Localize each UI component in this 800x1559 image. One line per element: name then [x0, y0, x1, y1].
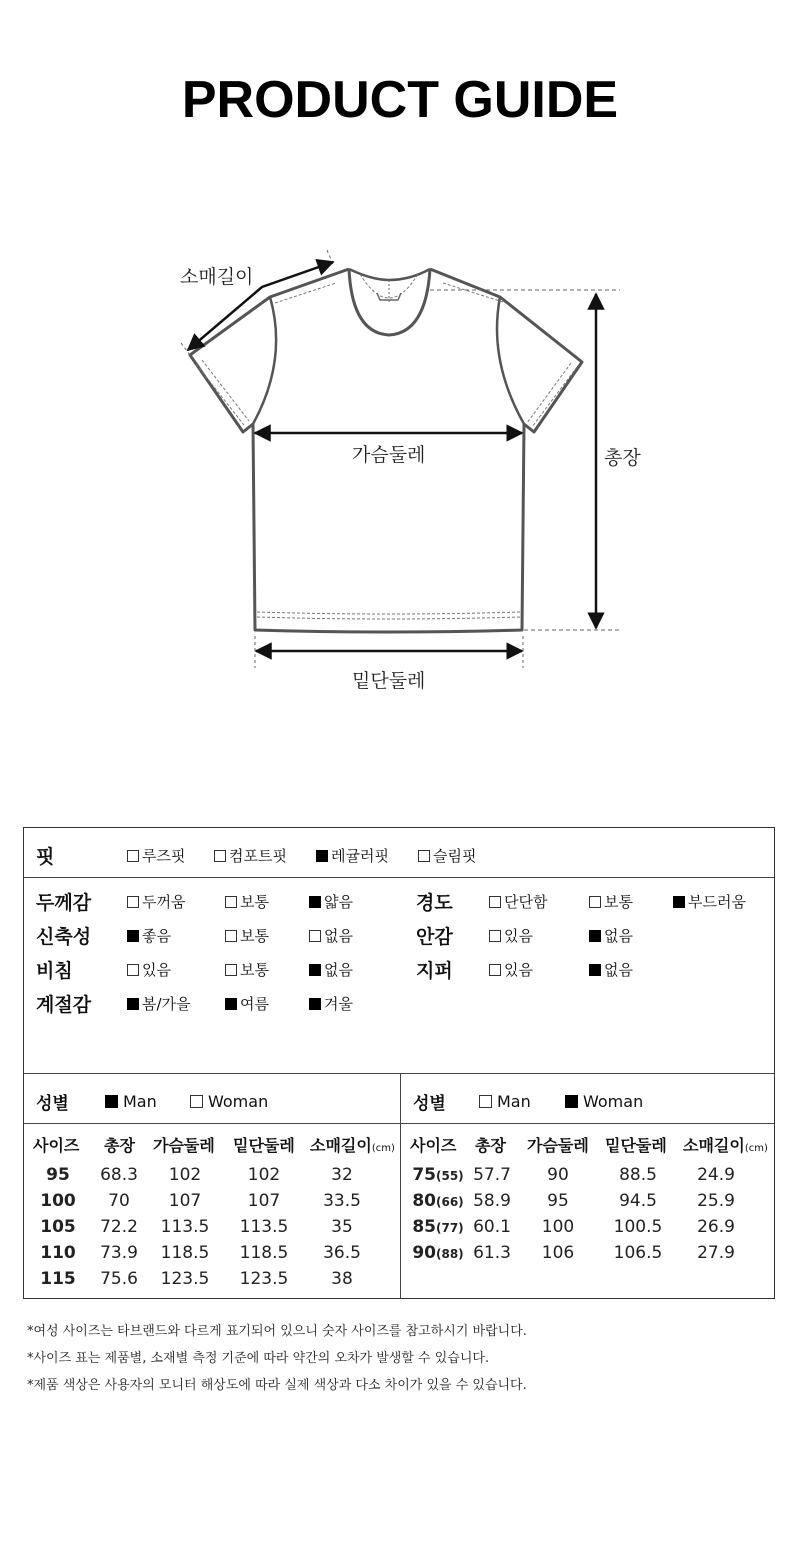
- option-label: Man: [123, 1092, 157, 1111]
- note-1: *여성 사이즈는 타브랜드와 다르게 표기되어 있으니 숫자 사이즈를 참고하시기 바랍니다.: [27, 1324, 527, 1339]
- option-item[interactable]: [127, 891, 185, 912]
- table-cell: 35: [331, 1217, 353, 1237]
- option-item[interactable]: [309, 925, 353, 946]
- option-item[interactable]: [214, 845, 287, 866]
- option-item[interactable]: [127, 845, 185, 866]
- checked-box-icon[interactable]: [225, 998, 237, 1010]
- checked-box-icon[interactable]: [309, 998, 321, 1010]
- unchecked-box-icon[interactable]: [127, 964, 139, 976]
- unit-label: (cm): [371, 1143, 395, 1154]
- option-label: 부드러움: [688, 893, 746, 911]
- column-header: [527, 1133, 589, 1156]
- unchecked-box-icon[interactable]: [489, 930, 501, 942]
- table-cell: 123.5: [239, 1269, 289, 1289]
- column-header: [410, 1133, 456, 1156]
- column-header-text: 가슴둘레: [153, 1136, 215, 1155]
- option-label: Man: [497, 1092, 531, 1111]
- option-item[interactable]: [565, 1092, 643, 1111]
- option-label: 얇음: [324, 893, 353, 911]
- option-item[interactable]: [479, 1092, 531, 1111]
- table-cell: 107: [247, 1191, 281, 1211]
- column-header: [605, 1133, 667, 1156]
- chest-label: 가슴둘레: [352, 444, 426, 466]
- column-header-text: 사이즈: [33, 1136, 80, 1155]
- column-header: [475, 1133, 506, 1156]
- option-label: 있음: [504, 927, 533, 945]
- option-item[interactable]: [225, 959, 269, 980]
- unchecked-box-icon[interactable]: [589, 896, 601, 908]
- unchecked-box-icon[interactable]: [127, 850, 139, 862]
- note-3: *제품 색상은 사용자의 모니터 해상도에 따라 실제 색상과 다소 차이가 있을 수 있습니다.: [27, 1378, 527, 1393]
- column-header: [104, 1133, 135, 1156]
- option-label: 여름: [240, 995, 269, 1013]
- table-cell: 75.6: [100, 1269, 138, 1289]
- table-cell: 88.5: [619, 1165, 657, 1185]
- option-label: 없음: [324, 961, 353, 979]
- checked-box-icon[interactable]: [309, 964, 321, 976]
- column-header-text: 소매길이: [683, 1136, 745, 1155]
- size-sub: (55): [436, 1169, 464, 1183]
- column-header-text: 총장: [475, 1136, 506, 1155]
- divider: [24, 1073, 774, 1074]
- option-label: 겨울: [324, 995, 353, 1013]
- table-cell: 102: [247, 1165, 281, 1185]
- option-label: 루즈핏: [142, 847, 186, 865]
- attribute-label: 신축성: [36, 926, 92, 948]
- hem-label: 밑단둘레: [352, 670, 426, 692]
- attribute-label: 비침: [36, 960, 73, 982]
- option-label: 없음: [604, 961, 633, 979]
- unchecked-box-icon[interactable]: [214, 850, 226, 862]
- size-main: 80: [412, 1191, 436, 1211]
- option-label: 있음: [504, 961, 533, 979]
- option-label: 보통: [604, 893, 633, 911]
- column-header: [310, 1133, 395, 1156]
- sleeve-length-label: 소매길이: [180, 266, 254, 288]
- table-cell: 118.5: [239, 1243, 289, 1263]
- unchecked-box-icon[interactable]: [190, 1095, 203, 1108]
- column-header: [153, 1133, 215, 1156]
- women-gender-label: 성별: [413, 1094, 446, 1114]
- option-label: 좋음: [142, 927, 171, 945]
- men-gender-label: 성별: [36, 1094, 69, 1114]
- option-label: 봄/가을: [142, 995, 191, 1013]
- unchecked-box-icon[interactable]: [489, 964, 501, 976]
- checked-box-icon[interactable]: [589, 964, 601, 976]
- table-cell: 61.3: [473, 1243, 511, 1263]
- table-cell: 102: [168, 1165, 202, 1185]
- column-header: [683, 1133, 768, 1156]
- column-header-text: 소매길이: [310, 1136, 372, 1155]
- table-cell: 68.3: [100, 1165, 138, 1185]
- table-cell: 38: [331, 1269, 353, 1289]
- table-cell: 33.5: [323, 1191, 361, 1211]
- unchecked-box-icon[interactable]: [309, 930, 321, 942]
- fit-label: 핏: [36, 846, 55, 868]
- option-item[interactable]: [418, 845, 476, 866]
- table-cell: 24.9: [697, 1165, 735, 1185]
- option-item[interactable]: [105, 1092, 157, 1111]
- option-label: 단단함: [504, 893, 548, 911]
- option-label: 있음: [142, 961, 171, 979]
- option-item[interactable]: [225, 891, 269, 912]
- table-cell: 58.9: [473, 1191, 511, 1211]
- checked-box-icon[interactable]: [316, 850, 328, 862]
- size-main: 100: [40, 1191, 76, 1211]
- column-header-text: 밑단둘레: [233, 1136, 295, 1155]
- option-item[interactable]: [489, 891, 547, 912]
- table-cell: 113.5: [239, 1217, 289, 1237]
- option-item[interactable]: [309, 959, 353, 980]
- option-item[interactable]: [127, 925, 171, 946]
- table-cell: 100: [541, 1217, 575, 1237]
- attribute-label: 계절감: [36, 994, 92, 1016]
- size-main: 115: [40, 1269, 76, 1289]
- table-cell: 94.5: [619, 1191, 657, 1211]
- size-cell: [23, 1269, 93, 1289]
- option-label: 슬림핏: [433, 847, 477, 865]
- unchecked-box-icon[interactable]: [479, 1095, 492, 1108]
- option-label: 보통: [240, 961, 269, 979]
- option-item[interactable]: [316, 845, 389, 866]
- size-main: 85: [412, 1217, 436, 1237]
- table-cell: 100.5: [613, 1217, 663, 1237]
- table-cell: 32: [331, 1165, 353, 1185]
- option-item[interactable]: [673, 891, 746, 912]
- table-cell: 70: [108, 1191, 130, 1211]
- option-item[interactable]: [225, 993, 269, 1014]
- table-cell: 106: [541, 1243, 575, 1263]
- unchecked-box-icon[interactable]: [127, 896, 139, 908]
- product-info-table: [23, 827, 775, 1299]
- divider: [24, 1123, 774, 1124]
- table-cell: 25.9: [697, 1191, 735, 1211]
- option-label: 레귤러핏: [331, 847, 389, 865]
- option-label: 두꺼움: [142, 893, 186, 911]
- size-main: 110: [40, 1243, 76, 1263]
- tshirt-measurement-diagram: [0, 230, 800, 700]
- size-main: 95: [46, 1165, 70, 1185]
- unchecked-box-icon[interactable]: [489, 896, 501, 908]
- size-main: 105: [40, 1217, 76, 1237]
- option-item[interactable]: [489, 925, 533, 946]
- table-cell: 72.2: [100, 1217, 138, 1237]
- table-cell: 95: [547, 1191, 569, 1211]
- option-item[interactable]: [309, 891, 353, 912]
- divider: [24, 877, 774, 878]
- unchecked-box-icon[interactable]: [225, 964, 237, 976]
- table-cell: 118.5: [160, 1243, 210, 1263]
- column-header-text: 총장: [104, 1136, 135, 1155]
- column-header-text: 사이즈: [410, 1136, 457, 1155]
- table-cell: 36.5: [323, 1243, 361, 1263]
- checked-box-icon[interactable]: [589, 930, 601, 942]
- unchecked-box-icon[interactable]: [418, 850, 430, 862]
- column-header: [233, 1133, 295, 1156]
- column-header: [33, 1133, 79, 1156]
- size-main: 75: [412, 1165, 436, 1185]
- size-sub: (77): [436, 1221, 464, 1235]
- size-cell: [23, 1217, 93, 1237]
- checked-box-icon[interactable]: [127, 998, 139, 1010]
- table-cell: 90: [547, 1165, 569, 1185]
- unchecked-box-icon[interactable]: [225, 896, 237, 908]
- size-cell: [23, 1165, 93, 1185]
- checked-box-icon[interactable]: [673, 896, 685, 908]
- option-item[interactable]: [589, 891, 633, 912]
- column-header-text: 밑단둘레: [605, 1136, 667, 1155]
- option-item[interactable]: [589, 925, 633, 946]
- table-cell: 123.5: [160, 1269, 210, 1289]
- column-header-text: 가슴둘레: [527, 1136, 589, 1155]
- option-label: Woman: [583, 1092, 644, 1111]
- checked-box-icon[interactable]: [127, 930, 139, 942]
- checked-box-icon[interactable]: [105, 1095, 118, 1108]
- unit-label: (cm): [744, 1143, 768, 1154]
- option-label: 보통: [240, 927, 269, 945]
- page-title: PRODUCT GUIDE: [181, 71, 619, 129]
- option-item[interactable]: [589, 959, 633, 980]
- option-item[interactable]: [127, 959, 171, 980]
- option-label: 없음: [324, 927, 353, 945]
- size-cell: [23, 1191, 93, 1211]
- option-item[interactable]: [190, 1092, 268, 1111]
- option-label: Woman: [208, 1092, 269, 1111]
- table-cell: 27.9: [697, 1243, 735, 1263]
- table-cell: 73.9: [100, 1243, 138, 1263]
- unchecked-box-icon[interactable]: [225, 930, 237, 942]
- size-cell: [23, 1243, 93, 1263]
- attribute-label: 경도: [416, 892, 453, 914]
- table-cell: 57.7: [473, 1165, 511, 1185]
- option-item[interactable]: [309, 993, 353, 1014]
- table-cell: 106.5: [613, 1243, 663, 1263]
- table-cell: 113.5: [160, 1217, 210, 1237]
- checked-box-icon[interactable]: [565, 1095, 578, 1108]
- size-sub: (88): [436, 1247, 464, 1261]
- attribute-label: 두께감: [36, 892, 92, 914]
- option-label: 컴포트핏: [229, 847, 287, 865]
- table-cell: 107: [168, 1191, 202, 1211]
- size-main: 90: [412, 1243, 436, 1263]
- option-item[interactable]: [225, 925, 269, 946]
- table-cell: 26.9: [697, 1217, 735, 1237]
- checked-box-icon[interactable]: [309, 896, 321, 908]
- option-item[interactable]: [489, 959, 533, 980]
- table-cell: 60.1: [473, 1217, 511, 1237]
- attribute-label: 지퍼: [416, 960, 453, 982]
- attribute-label: 안감: [416, 926, 453, 948]
- note-2: *사이즈 표는 제품별, 소재별 측정 기준에 따라 약간의 오차가 발생할 수 있습니다.: [27, 1351, 490, 1366]
- option-item[interactable]: [127, 993, 191, 1014]
- option-label: 보통: [240, 893, 269, 911]
- divider: [400, 1073, 401, 1298]
- option-label: 없음: [604, 927, 633, 945]
- total-length-label: 총장: [604, 447, 641, 469]
- size-sub: (66): [436, 1195, 464, 1209]
